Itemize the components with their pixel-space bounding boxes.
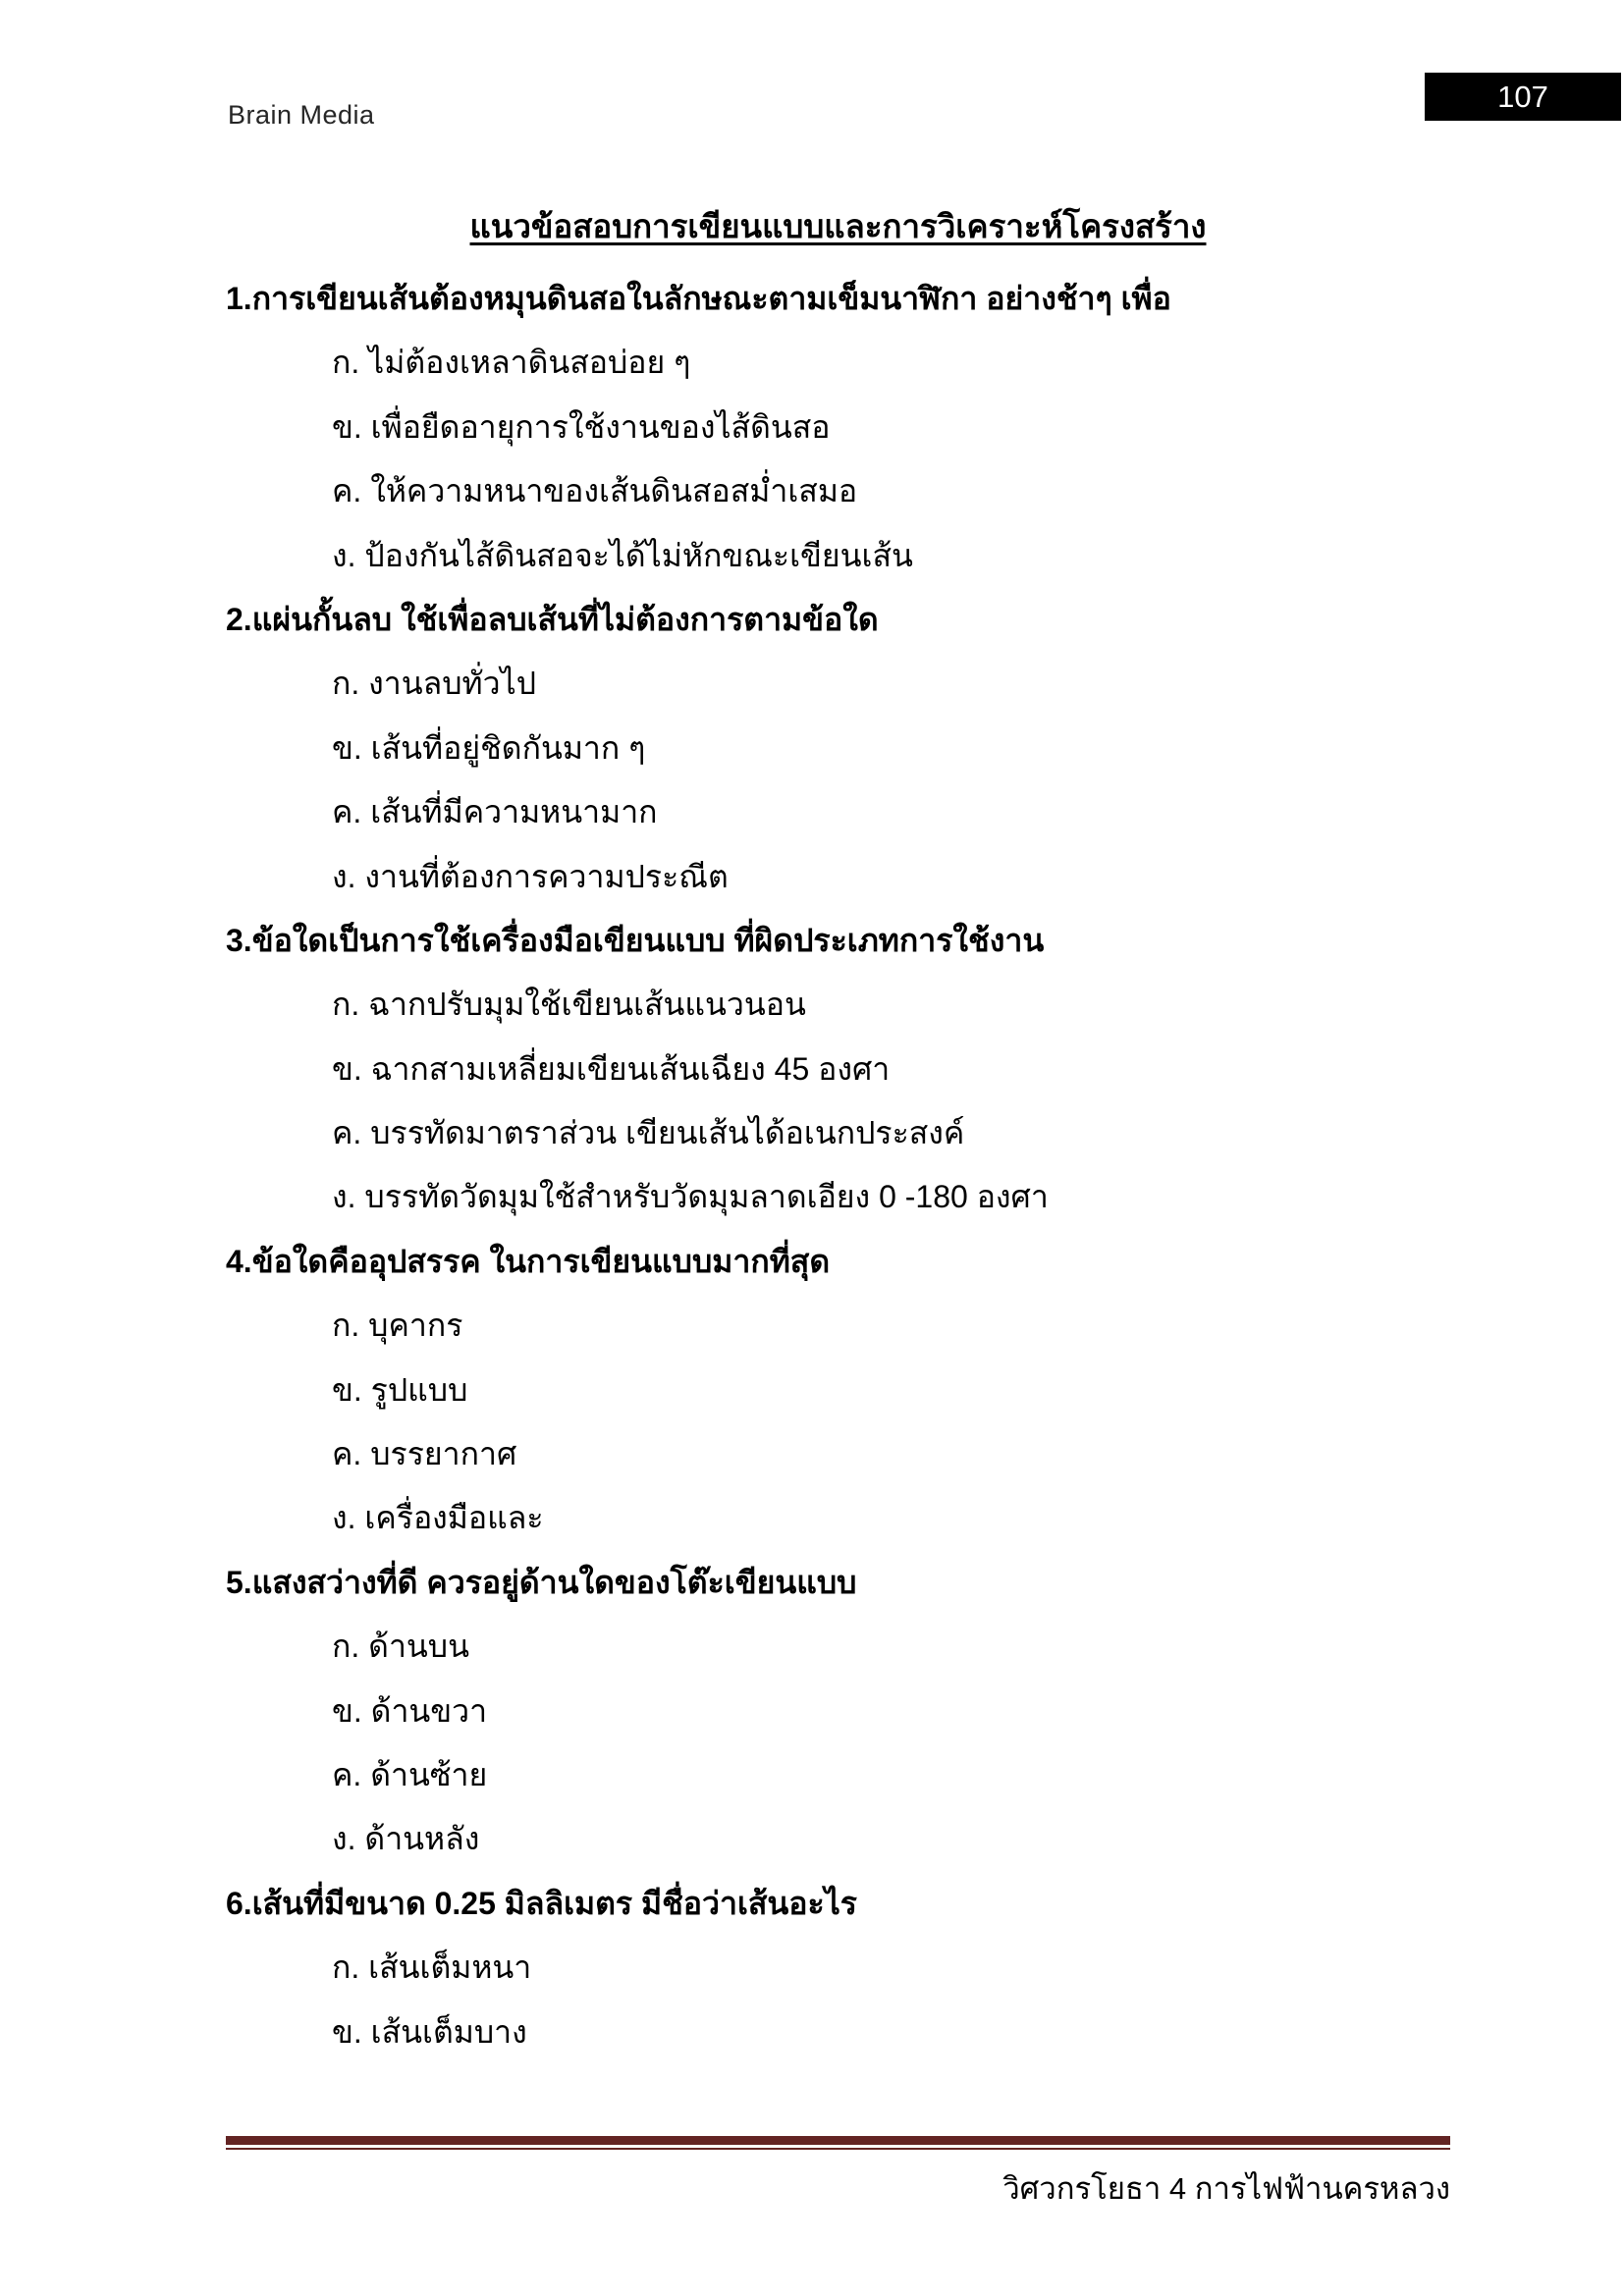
choice-option: ก. ฉากปรับมุมใช้เขียนเส้นแนวนอน <box>332 987 806 1023</box>
question-text: 1.การเขียนเส้นต้องหมุนดินสอในลักษณะตามเข็มนาฬิกา อย่างช้าๆ เพื่อ <box>226 281 1171 316</box>
choice-option: ข. เส้นเต็มบาง <box>332 2013 527 2050</box>
choice-option: ก. ไม่ต้องเหลาดินสอบ่อย ๆ <box>332 345 691 381</box>
page-number-badge: 107 <box>1425 73 1621 121</box>
question-text: 3.ข้อใดเป็นการใช้เครื่องมือเขียนแบบ ที่ผิดประเภทการใช้งาน <box>226 922 1045 958</box>
page-title: แนวข้อสอบการเขียนแบบและการวิเคราะห์โครงสร้าง <box>469 208 1207 244</box>
choice-option: ก. บุคากร <box>332 1308 463 1344</box>
question-text: 6.เส้นที่มีขนาด 0.25 มิลลิเมตร มีชื่อว่าเส้นอะไร <box>226 1885 857 1921</box>
question-block <box>226 909 1450 1230</box>
choice-option: ข. ด้านขวา <box>332 1692 488 1729</box>
question-block <box>226 267 1450 588</box>
choice-option: ง. บรรทัดวัดมุมใช้สำหรับวัดมุมลาดเอียง 0 -180 องศา <box>332 1179 1049 1215</box>
choice-option: ค. เส้นที่มีความหนามาก <box>332 794 658 830</box>
question-text: 5.แสงสว่างที่ดี ควรอยู่ด้านใดของโต๊ะเขียนแบบ <box>226 1564 857 1600</box>
choice-option: ค. ให้ความหนาของเส้นดินสอสม่ำเสมอ <box>332 473 858 509</box>
choice-option: ก. ด้านบน <box>332 1629 469 1665</box>
choice-option: ข. เพื่อยืดอายุการใช้งานของไส้ดินสอ <box>332 408 831 445</box>
brand-label: Brain Media <box>228 100 375 130</box>
question-block <box>226 588 1450 909</box>
choice-option: ง. เครื่องมือและ <box>332 1500 544 1536</box>
choice-option: ง. งานที่ต้องการความประณีต <box>332 858 729 894</box>
choice-option: ง. ป้องกันไส้ดินสอจะได้ไม่หักขณะเขียนเส้น <box>332 537 913 573</box>
choice-option: ง. ด้านหลัง <box>332 1821 480 1857</box>
question-block <box>226 1230 1450 1551</box>
choice-option: ข. รูปแบบ <box>332 1371 468 1408</box>
footer-divider <box>226 2136 1450 2150</box>
question-block <box>226 1872 1450 2064</box>
choice-option: ก. เส้นเต็มหนา <box>332 1949 532 1986</box>
choice-option: ค. ด้านซ้าย <box>332 1756 488 1792</box>
question-block <box>226 1551 1450 1872</box>
choice-option: ข. ฉากสามเหลี่ยมเขียนเส้นเฉียง 45 องศา <box>332 1050 891 1087</box>
choice-option: ค. บรรยากาศ <box>332 1436 517 1472</box>
choice-option: ค. บรรทัดมาตราส่วน เขียนเส้นได้อเนกประสงค์ <box>332 1115 965 1151</box>
question-text: 4.ข้อใดคืออุปสรรค ในการเขียนแบบมากที่สุด <box>226 1243 831 1279</box>
question-list <box>226 267 1450 2064</box>
footer-credit: วิศวกรโยธา 4 การไฟฟ้านครหลวง <box>1002 2171 1450 2206</box>
choice-option: ข. เส้นที่อยู่ชิดกันมาก ๆ <box>332 729 646 766</box>
question-text: 2.แผ่นกั้นลบ ใช้เพื่อลบเส้นที่ไม่ต้องการตามข้อใด <box>226 601 879 637</box>
choice-option: ก. งานลบทั่วไป <box>332 666 537 702</box>
